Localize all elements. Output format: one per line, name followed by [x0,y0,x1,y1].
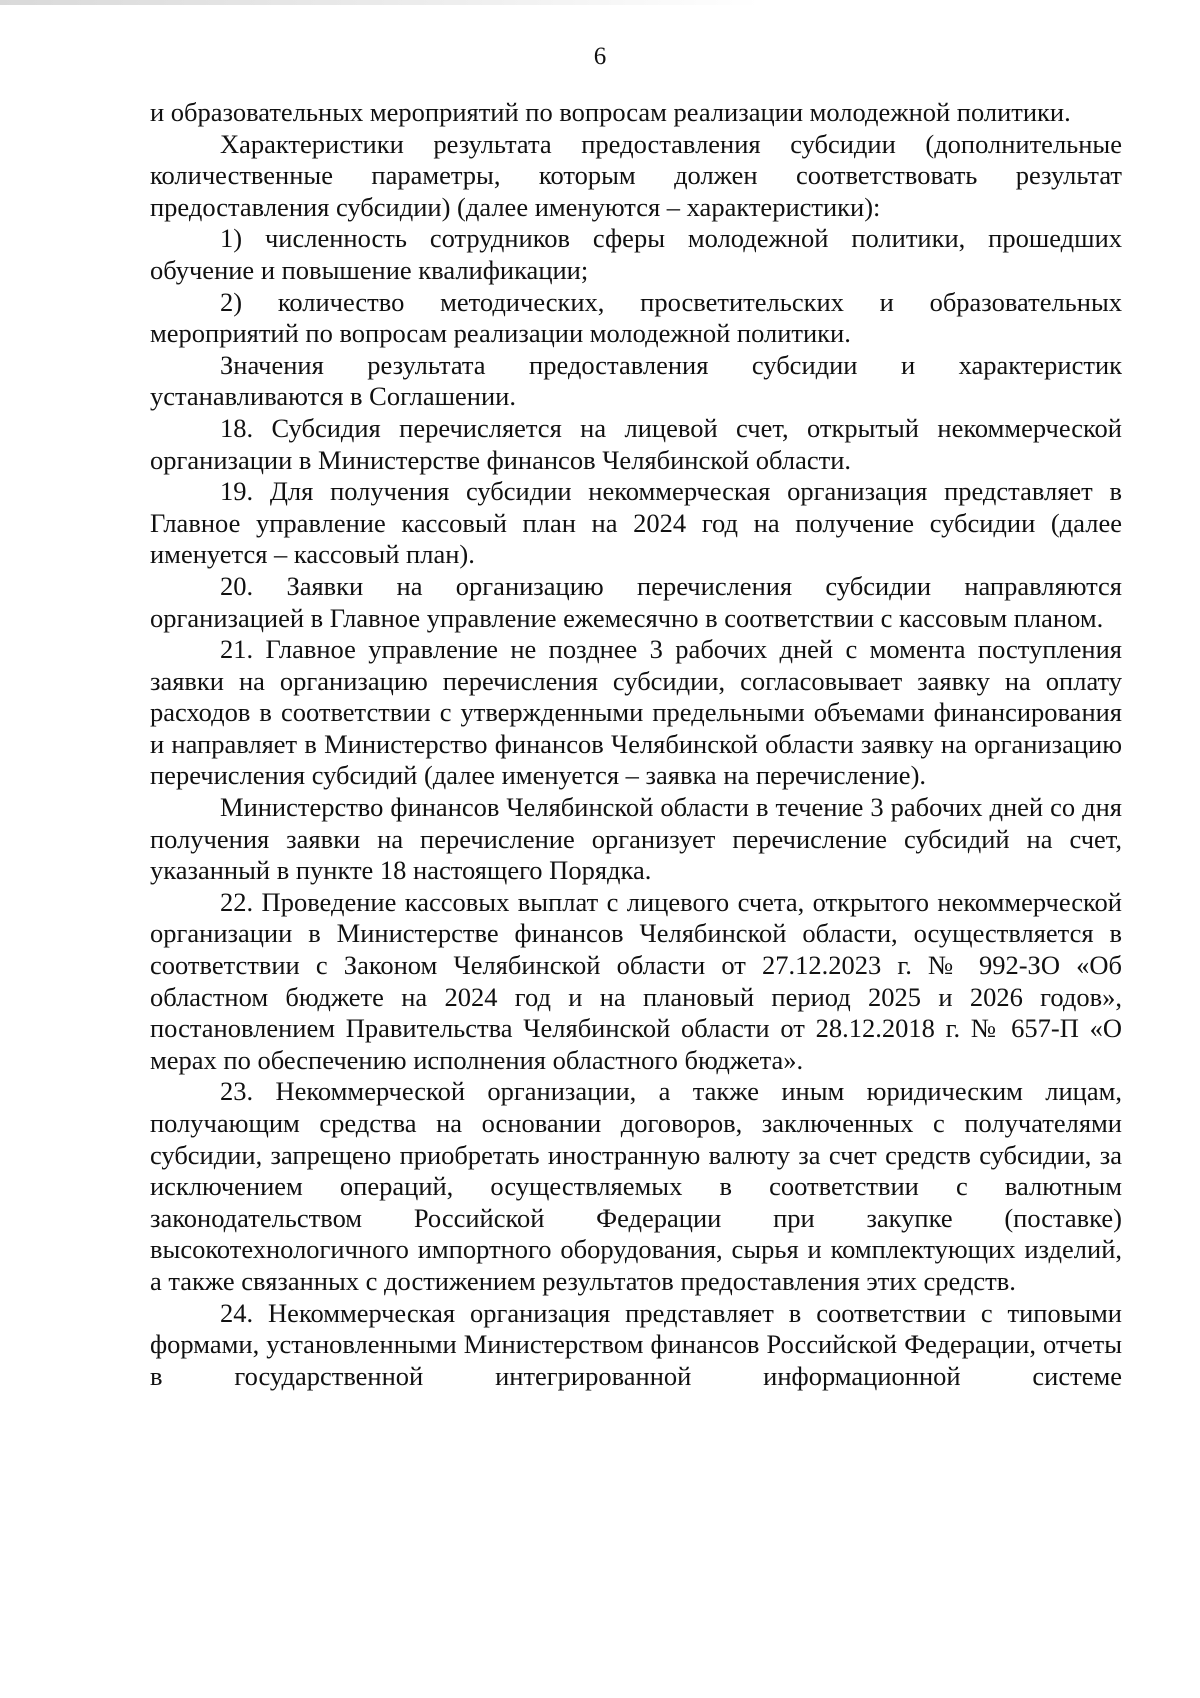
paragraph-23: 23. Некоммерческой организации, а также иным юридическим лицам, получающим средства на основании договоров, заключенных с получателями субсидии, запрещено приобретать иностранную валюту за счет средств субсидии, за исключением операций, осуществляемых в соответствии с валютным законодательством Российской Федерации при закупке (поставке) высокотехнологичного импортного оборудования, сырья и комплектующих изделий, а также связанных с достижением результатов предоставления этих средств. [150,1076,1122,1296]
scan-edge-artifact [0,0,760,5]
paragraph-characteristics: Характеристики результата предоставления субсидии (дополнительные количественные параметры, которым должен соответствовать результат предоставления субсидии) (далее именуются – характеристики): [150,128,1122,222]
paragraph-19: 19. Для получения субсидии некоммерческая организация представляет в Главное управление кассовый план на 2024 год на получение субсидии (далее именуется – кассовый план). [150,476,1122,570]
paragraph-18: 18. Субсидия перечисляется на лицевой счет, открытый некоммерческой организации в Министерстве финансов Челябинской области. [150,412,1122,475]
paragraph-21: 21. Главное управление не позднее 3 рабочих дней с момента поступления заявки на организацию перечисления субсидии, согласовывает заявку на оплату расходов в соответствии с утвержденными предельными объемами финансирования и направляет в Министерство финансов Челябинской области заявку на организацию перечисления субсидий (далее именуется – заявка на перечисление). [150,634,1122,791]
document-body [150,97,1122,1392]
paragraph-item-1: 1) численность сотрудников сферы молодежной политики, прошедших обучение и повышение квалификации; [150,223,1122,285]
paragraph-item-2: 2) количество методических, просветительских и образовательных мероприятий по вопросам реализации молодежной политики. [150,286,1122,349]
paragraph-20: 20. Заявки на организацию перечисления субсидии направляются организацией в Главное управление ежемесячно в соответствии с кассовым планом. [150,570,1122,633]
page-number: 6 [593,43,607,70]
paragraph-values: Значения результата предоставления субсидии и характеристик устанавливаются в Соглашении. [150,349,1122,412]
paragraph-24: 24. Некоммерческая организация представляет в соответствии с типовыми формами, установленными Министерством финансов Российской Федерации, отчеты в государственной интегрированной информационной системе [150,1297,1122,1391]
paragraph-continuation: и образовательных мероприятий по вопросам реализации молодежной политики. [150,97,1071,127]
paragraph-21-ministry: Министерство финансов Челябинской области в течение 3 рабочих дней со дня получения заявки на перечисление организует перечисление субсидий на счет, указанный в пункте 18 настоящего Порядка. [150,792,1122,886]
paragraph-22: 22. Проведение кассовых выплат с лицевого счета, открытого некоммерческой организации в Министерстве финансов Челябинской области, осуществляется в соответствии с Законом Челябинской области от 27.12.2023 г. № 992-ЗО «Об областном бюджете на 2024 год и на плановый период 2025 и 2026 годов», постановлением Правительства Челябинской области от 28.12.2018 г. № 657-П «О мерах по обеспечению исполнения областного бюджета». [150,886,1122,1075]
